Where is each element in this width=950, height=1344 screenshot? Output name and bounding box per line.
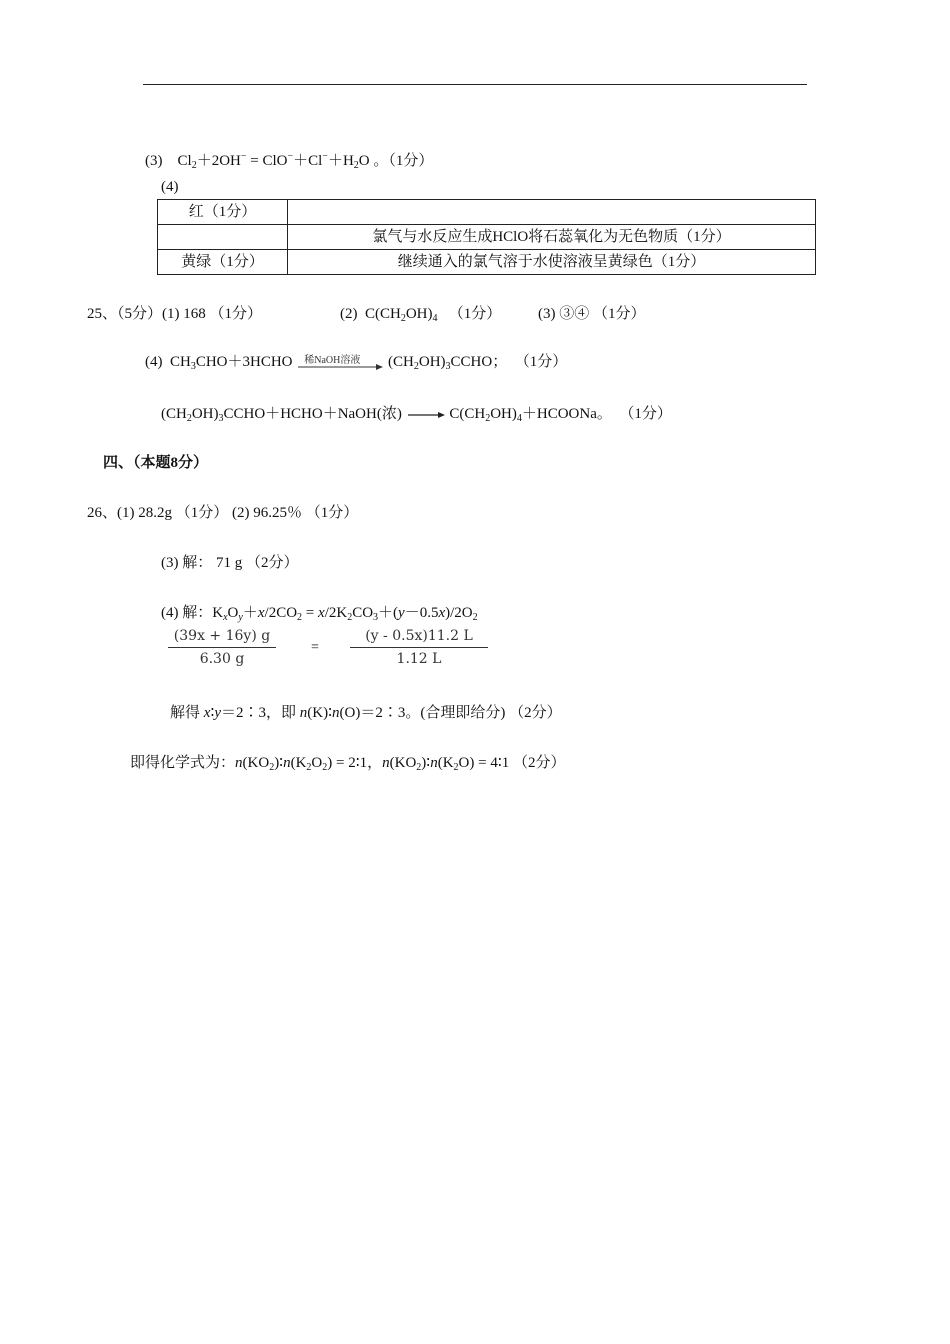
- arrow-icon: [296, 353, 384, 373]
- table-cell: 红（1分）: [158, 200, 288, 225]
- q25-part3: (3) ③④ （1分）: [538, 306, 646, 322]
- arrow-icon: [406, 409, 446, 421]
- q26-formula-line: 即得化学式为：$n(KO_2)∶n(K_2O_2)$ = 2∶1，$n(KO_2)∶n(K_2O)$ = 4∶1 （2分）: [130, 755, 566, 773]
- fraction-right: [350, 627, 488, 668]
- fraction-left: [168, 627, 276, 668]
- q24-part4-label: (4): [161, 179, 179, 195]
- table-cell: 继续通入的氯气溶于水使溶液呈黄绿色（1分）: [288, 250, 816, 275]
- q25-equation-1: (4) $CH_3CHO+3HCHO$ 稀NaOH溶液 $(CH_2OH)_3CCHO$； （1分）: [145, 352, 567, 373]
- table-row: [158, 200, 816, 225]
- q26-solve-line: 解得 x∶y＝2∶3，即 n(K)∶n(O)＝2∶3。(合理即给分) （2分）: [170, 705, 562, 721]
- q25-eq2-score: （1分）: [619, 406, 672, 422]
- fraction-right-denominator: 1.12 L: [396, 651, 442, 667]
- q26-part4-label: (4) 解：: [161, 605, 213, 621]
- table-cell: [288, 200, 816, 225]
- q25-part1: 25、（5分）(1) 168 （1分）: [87, 306, 262, 322]
- header-rule: [143, 84, 807, 85]
- fraction-right-numerator: (y - 0.5x)11.2 L: [365, 628, 473, 644]
- reaction-arrow-label: 稀NaOH溶液: [304, 354, 361, 366]
- fraction-bar: [168, 647, 276, 648]
- q26-solve-score: (合理即给分) （2分）: [420, 705, 562, 721]
- q24-part3-label: (3): [145, 153, 163, 169]
- section4-title: 四、（本题8分）: [103, 455, 209, 471]
- q25-eq1-score: （1分）: [514, 354, 568, 370]
- table-cell: [158, 225, 288, 250]
- fraction-left-denominator: 6.30 g: [199, 651, 245, 667]
- q25-head: [87, 304, 262, 324]
- table-row: [158, 250, 816, 275]
- q25-equation-2: $(CH_2OH)_3CCHO+HCHO+NaOH$(浓) $C(CH_2OH)_4+HCOONa$。 （1分）: [161, 406, 672, 424]
- q26-part3: (3) 解： 71 g （2分）: [161, 555, 299, 571]
- q26-line1: 26、(1) 28.2g （1分） (2) 96.25％ （1分）: [87, 505, 359, 521]
- q24-answer-table: [157, 199, 816, 275]
- reaction-arrow: [296, 353, 384, 373]
- q24-part3: (3) $Cl_2+2OH^- = ClO^-+Cl^-+H_2O$ 。（1分）: [145, 151, 434, 171]
- fraction-left-numerator: (39x + 16y) g: [173, 628, 271, 644]
- q25-part2-score: （1分）: [448, 306, 502, 322]
- q25-part2: (2) $C(CH_2OH)_4$ （1分）: [340, 306, 502, 324]
- q26-formula-score: （2分）: [512, 755, 566, 771]
- q26-part4-equation: (4) 解：$K_xO_y+x/2CO_2 = x/2K_2CO_3+(y-0.5x)/2O_2$: [161, 605, 478, 623]
- table-row: [158, 225, 816, 250]
- equals-sign: =: [311, 640, 319, 655]
- table-cell: 黄绿（1分）: [158, 250, 288, 275]
- fraction-bar: [350, 647, 488, 648]
- table-cell: 氯气与水反应生成HClO将石蕊氧化为无色物质（1分）: [288, 225, 816, 250]
